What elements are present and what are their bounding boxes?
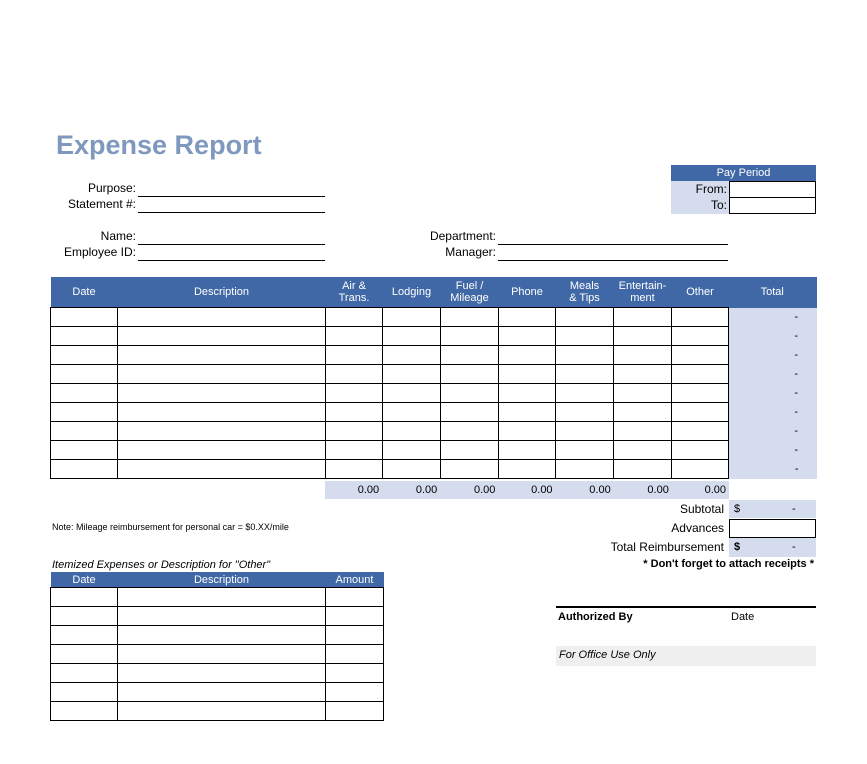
itemized-table bbox=[50, 572, 384, 721]
manager-field[interactable] bbox=[498, 260, 728, 261]
table-cell[interactable] bbox=[118, 422, 326, 441]
table-cell[interactable] bbox=[118, 346, 326, 365]
table-cell[interactable] bbox=[556, 403, 614, 422]
table-cell[interactable] bbox=[441, 422, 499, 441]
table-cell[interactable] bbox=[118, 308, 326, 327]
itemized-cell[interactable] bbox=[51, 626, 118, 645]
table-cell[interactable] bbox=[672, 460, 729, 479]
itemized-cell[interactable] bbox=[118, 683, 326, 702]
table-cell[interactable] bbox=[614, 365, 672, 384]
employee-id-field[interactable] bbox=[138, 260, 325, 261]
office-use-label: For Office Use Only bbox=[559, 649, 656, 661]
table-cell[interactable] bbox=[614, 441, 672, 460]
table-cell[interactable] bbox=[441, 327, 499, 346]
table-cell[interactable] bbox=[614, 327, 672, 346]
name-label: Name: bbox=[100, 229, 136, 243]
subtotal-currency: $ bbox=[734, 503, 741, 515]
itemized-cell[interactable] bbox=[326, 626, 384, 645]
table-row bbox=[51, 327, 817, 346]
pay-period-header: Pay Period bbox=[671, 165, 816, 181]
itemized-cell[interactable] bbox=[326, 664, 384, 683]
table-cell[interactable] bbox=[51, 384, 118, 403]
table-cell[interactable] bbox=[614, 346, 672, 365]
manager-label: Manager: bbox=[445, 245, 496, 259]
itemized-cell[interactable] bbox=[51, 588, 118, 607]
statement-label: Statement #: bbox=[67, 197, 136, 211]
table-cell[interactable] bbox=[499, 384, 556, 403]
itemized-row bbox=[51, 607, 384, 626]
employee-id-label: Employee ID: bbox=[63, 245, 136, 259]
table-cell[interactable] bbox=[326, 403, 383, 422]
itemized-cell[interactable] bbox=[118, 588, 326, 607]
itemized-row bbox=[51, 683, 384, 702]
department-field[interactable] bbox=[498, 244, 728, 245]
column-sum: 0.00 bbox=[556, 481, 614, 499]
table-row bbox=[51, 346, 817, 365]
pay-period-to-field[interactable] bbox=[729, 197, 816, 214]
table-cell[interactable] bbox=[672, 346, 729, 365]
row-total: - bbox=[729, 384, 817, 403]
itemized-cell[interactable] bbox=[51, 607, 118, 626]
column-header: Entertain- ment bbox=[614, 277, 672, 308]
itemized-row bbox=[51, 664, 384, 683]
itemized-caption: Itemized Expenses or Description for "Other" bbox=[52, 559, 271, 571]
table-cell[interactable] bbox=[118, 365, 326, 384]
row-total: - bbox=[729, 441, 817, 460]
column-sum: 0.00 bbox=[382, 481, 440, 499]
table-cell[interactable] bbox=[672, 441, 729, 460]
table-cell[interactable] bbox=[441, 460, 499, 479]
table-cell[interactable] bbox=[499, 346, 556, 365]
column-sums bbox=[325, 481, 729, 499]
purpose-field[interactable] bbox=[138, 196, 325, 197]
table-cell[interactable] bbox=[118, 384, 326, 403]
page-title: Expense Report bbox=[56, 130, 262, 160]
mileage-note: Note: Mileage reimbursement for personal car = $0.XX/mile bbox=[52, 522, 289, 532]
authorization-date-label: Date bbox=[731, 611, 755, 623]
table-cell[interactable] bbox=[614, 460, 672, 479]
table-row bbox=[51, 422, 817, 441]
table-cell[interactable] bbox=[118, 327, 326, 346]
row-total: - bbox=[729, 460, 817, 479]
table-cell[interactable] bbox=[499, 460, 556, 479]
table-cell[interactable] bbox=[118, 460, 326, 479]
column-header: Description bbox=[118, 277, 326, 308]
itemized-cell[interactable] bbox=[326, 702, 384, 721]
row-total: - bbox=[729, 422, 817, 441]
authorized-by-label: Authorized By bbox=[558, 611, 633, 623]
authorization-line bbox=[556, 606, 816, 608]
purpose-label: Purpose: bbox=[87, 181, 136, 195]
table-cell[interactable] bbox=[118, 441, 326, 460]
itemized-cell[interactable] bbox=[51, 645, 118, 664]
table-row bbox=[51, 308, 817, 327]
itemized-cell[interactable] bbox=[118, 626, 326, 645]
table-cell[interactable] bbox=[672, 308, 729, 327]
table-cell[interactable] bbox=[441, 365, 499, 384]
itemized-cell[interactable] bbox=[118, 607, 326, 626]
table-row bbox=[51, 384, 817, 403]
itemized-cell[interactable] bbox=[51, 664, 118, 683]
pay-period-from-field[interactable] bbox=[729, 181, 816, 198]
table-cell[interactable] bbox=[614, 308, 672, 327]
itemized-cell[interactable] bbox=[51, 702, 118, 721]
table-cell[interactable] bbox=[326, 365, 383, 384]
advances-field[interactable] bbox=[729, 519, 816, 538]
table-cell[interactable] bbox=[499, 308, 556, 327]
advances-label: Advances bbox=[671, 521, 724, 535]
table-cell[interactable] bbox=[326, 308, 383, 327]
table-cell[interactable] bbox=[51, 308, 118, 327]
table-cell[interactable] bbox=[556, 346, 614, 365]
column-sum: 0.00 bbox=[614, 481, 672, 499]
statement-field[interactable] bbox=[138, 212, 325, 213]
table-cell[interactable] bbox=[672, 327, 729, 346]
itemized-cell[interactable] bbox=[118, 645, 326, 664]
table-cell[interactable] bbox=[383, 403, 441, 422]
expense-table bbox=[50, 277, 817, 479]
column-header: Air & Trans. bbox=[326, 277, 383, 308]
table-cell[interactable] bbox=[383, 365, 441, 384]
table-cell[interactable] bbox=[51, 441, 118, 460]
column-sum: 0.00 bbox=[672, 481, 729, 499]
column-sum: 0.00 bbox=[498, 481, 555, 499]
itemized-row bbox=[51, 645, 384, 664]
table-cell[interactable] bbox=[326, 441, 383, 460]
table-cell[interactable] bbox=[441, 403, 499, 422]
column-sum: 0.00 bbox=[325, 481, 382, 499]
table-cell[interactable] bbox=[383, 308, 441, 327]
subtotal-cell bbox=[729, 500, 816, 518]
table-cell[interactable] bbox=[51, 346, 118, 365]
table-cell[interactable] bbox=[441, 441, 499, 460]
table-cell[interactable] bbox=[441, 308, 499, 327]
receipts-reminder: * Don't forget to attach receipts * bbox=[643, 558, 814, 570]
table-cell[interactable] bbox=[556, 441, 614, 460]
column-header: Meals & Tips bbox=[556, 277, 614, 308]
table-row bbox=[51, 365, 817, 384]
name-field[interactable] bbox=[138, 244, 325, 245]
table-cell[interactable] bbox=[614, 422, 672, 441]
column-header: Lodging bbox=[383, 277, 441, 308]
pay-period-to-label: To: bbox=[710, 198, 727, 212]
column-header: Date bbox=[51, 277, 118, 308]
table-cell[interactable] bbox=[556, 365, 614, 384]
itemized-column-header: Amount bbox=[326, 572, 384, 588]
column-header: Phone bbox=[499, 277, 556, 308]
table-cell[interactable] bbox=[614, 384, 672, 403]
table-cell[interactable] bbox=[556, 308, 614, 327]
table-row bbox=[51, 441, 817, 460]
table-cell[interactable] bbox=[51, 403, 118, 422]
row-total: - bbox=[729, 365, 817, 384]
total-currency: $ bbox=[734, 541, 741, 553]
itemized-column-header: Date bbox=[51, 572, 118, 588]
column-sum: 0.00 bbox=[440, 481, 498, 499]
row-total: - bbox=[729, 403, 817, 422]
table-cell[interactable] bbox=[118, 403, 326, 422]
row-total: - bbox=[729, 308, 817, 327]
table-cell[interactable] bbox=[672, 365, 729, 384]
table-cell[interactable] bbox=[326, 327, 383, 346]
table-cell[interactable] bbox=[499, 403, 556, 422]
row-total: - bbox=[729, 346, 817, 365]
subtotal-label: Subtotal bbox=[679, 502, 724, 516]
itemized-cell[interactable] bbox=[118, 702, 326, 721]
table-cell[interactable] bbox=[499, 365, 556, 384]
table-cell[interactable] bbox=[556, 384, 614, 403]
table-cell[interactable] bbox=[383, 441, 441, 460]
itemized-row bbox=[51, 702, 384, 721]
table-cell[interactable] bbox=[383, 346, 441, 365]
column-header: Total bbox=[729, 277, 817, 308]
table-cell[interactable] bbox=[441, 346, 499, 365]
pay-period-from-label: From: bbox=[695, 182, 727, 196]
table-cell[interactable] bbox=[614, 403, 672, 422]
table-cell[interactable] bbox=[556, 460, 614, 479]
column-header: Other bbox=[672, 277, 729, 308]
itemized-cell[interactable] bbox=[326, 683, 384, 702]
table-cell[interactable] bbox=[51, 327, 118, 346]
table-cell[interactable] bbox=[326, 422, 383, 441]
itemized-cell[interactable] bbox=[118, 664, 326, 683]
table-cell[interactable] bbox=[326, 384, 383, 403]
itemized-cell[interactable] bbox=[51, 683, 118, 702]
total-reimbursement-cell bbox=[729, 538, 816, 557]
total-reimbursement-value: - bbox=[792, 541, 796, 553]
table-cell[interactable] bbox=[51, 460, 118, 479]
table-cell[interactable] bbox=[326, 460, 383, 479]
department-label: Department: bbox=[429, 229, 496, 243]
itemized-row bbox=[51, 626, 384, 645]
table-cell[interactable] bbox=[672, 384, 729, 403]
table-cell[interactable] bbox=[672, 422, 729, 441]
table-row bbox=[51, 460, 817, 479]
table-row bbox=[51, 403, 817, 422]
table-cell[interactable] bbox=[383, 460, 441, 479]
itemized-cell[interactable] bbox=[326, 607, 384, 626]
table-cell[interactable] bbox=[556, 422, 614, 441]
total-reimbursement-label: Total Reimbursement bbox=[610, 540, 724, 554]
column-header: Fuel / Mileage bbox=[441, 277, 499, 308]
table-cell[interactable] bbox=[51, 422, 118, 441]
table-cell[interactable] bbox=[441, 384, 499, 403]
table-cell[interactable] bbox=[326, 346, 383, 365]
row-total: - bbox=[729, 327, 817, 346]
table-cell[interactable] bbox=[499, 441, 556, 460]
table-cell[interactable] bbox=[51, 365, 118, 384]
itemized-column-header: Description bbox=[118, 572, 326, 588]
table-cell[interactable] bbox=[383, 422, 441, 441]
table-cell[interactable] bbox=[383, 327, 441, 346]
subtotal-value: - bbox=[792, 503, 796, 515]
itemized-cell[interactable] bbox=[326, 645, 384, 664]
table-cell[interactable] bbox=[499, 422, 556, 441]
table-cell[interactable] bbox=[556, 327, 614, 346]
itemized-row bbox=[51, 588, 384, 607]
table-cell[interactable] bbox=[383, 384, 441, 403]
itemized-cell[interactable] bbox=[326, 588, 384, 607]
table-cell[interactable] bbox=[499, 327, 556, 346]
table-cell[interactable] bbox=[672, 403, 729, 422]
